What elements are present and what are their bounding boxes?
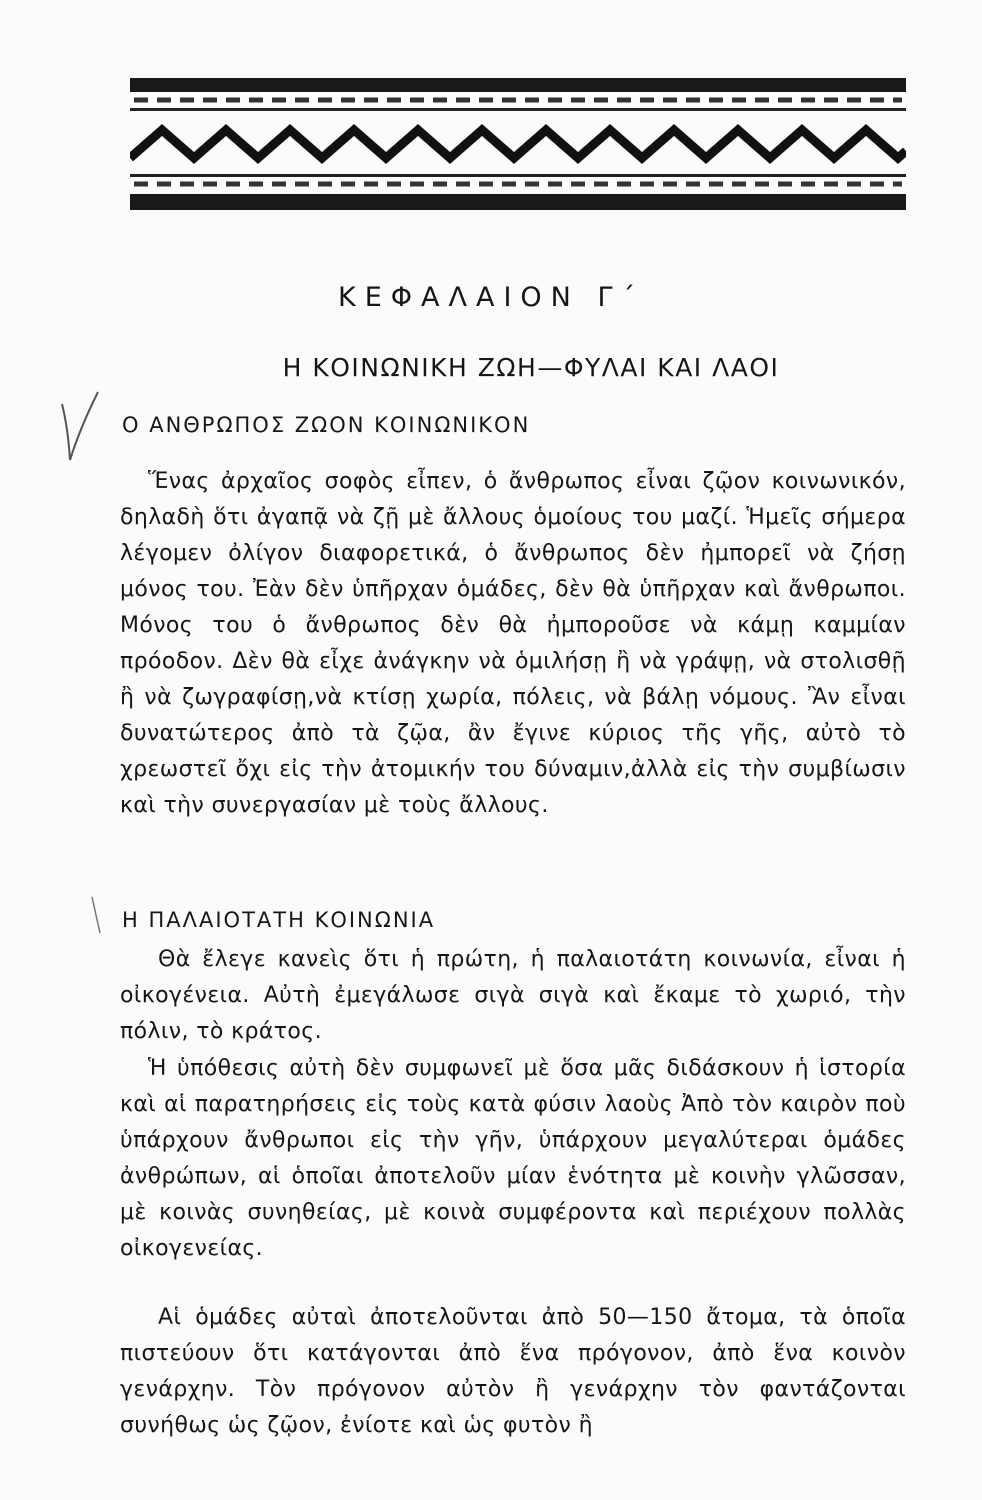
paragraph: Ἕνας ἀρχαῖος σοφὸς εἶπεν, ὁ ἄνθρωπος εἶναι ζῷον κοινωνικόν, δηλαδὴ ὅτι ἀγαπᾷ νὰ ζῇ μὲ ἄλλους ὁμοίους του μαζί. Ἡμεῖς σήμερα λέγομεν ὀλίγον διαφορετικά, ὁ ἄνθρωπος δὲν ἠμπορεῖ νὰ ζήσῃ μόνος του. Ἐὰν δὲν ὑπῆρχαν ὁμάδες, δὲν θὰ ὑπῆρχαν καὶ ἄνθρωποι. Μόνος του ὁ ἄνθρωπος δὲν θὰ ἠμποροῦσε νὰ κάμῃ καμμίαν πρόοδον. Δὲν θὰ εἶχε ἀνάγκην νὰ ὁμιλήσῃ ἢ νὰ γράψῃ, νὰ στολισθῇ ἢ νὰ ζωγραφίσῃ,νὰ κτίσῃ χωρία, πόλεις, νὰ βάλῃ νόμους. Ἂν εἶναι δυνατώτερος ἀπὸ τὰ ζῷα, ἂν ἔγινε κύριος τῆς γῆς, αὐτὸ τὸ χρεωστεῖ ὄχι εἰς τὴν ἀτομικήν του δύναμιν,ἀλλὰ εἰς τὴν συμβίωσιν καὶ τὴν συνεργασίαν μὲ τοὺς ἄλλους. <box>120 469 906 818</box>
section-heading: Η ΠΑΛΑΙΟΤΑΤΗ ΚΟΙΝΩΝΙΑ <box>122 908 436 932</box>
chapter-title: Η ΚΟΙΝΩΝΙΚΗ ΖΩΗ—ΦΥΛΑΙ ΚΑΙ ΛΑΟΙ <box>282 353 780 382</box>
chapter-heading: ΚΕΦΑΛΑΙΟΝ Γ΄ <box>338 282 644 313</box>
paragraph: Αἱ ὁμάδες αὐταὶ ἀποτελοῦνται ἀπὸ 50—150 ἄτομα, τὰ ὁποῖα πιστεύουν ὅτι κατάγονται ἀπὸ ἕνα πρόγονον, ἀπὸ ἕνα κοινὸν γενάρχην. Τὸν πρόγονον αὐτὸν ἢ γενάρχην τὸν φαντάζονται συνήθως ὡς ζῷον, ἐνίοτε καὶ ὡς φυτὸν ἢ <box>120 1305 906 1438</box>
paragraph: Θὰ ἔλεγε κανεὶς ὅτι ἡ πρώτη, ἡ παλαιοτάτη κοινωνία, εἶναι ἡ οἰκογένεια. Αὐτὴ ἐμεγάλωσε σιγὰ σιγὰ καὶ ἔκαμε τὸ χωριό, τὴν πόλιν, τὸ κράτος. <box>120 947 906 1044</box>
handwritten-check-mark <box>58 388 102 468</box>
section-heading: Ο ΑΝΘΡΩΠΟΣ ΖΩΟΝ ΚΟΙΝΩΝΙΚΟΝ <box>122 413 531 437</box>
paragraph: Ἡ ὑπόθεσις αὐτὴ δὲν συμφωνεῖ μὲ ὅσα μᾶς διδάσκουν ἡ ἱστορία καὶ αἱ παρατηρήσεις εἰς τοὺς κατὰ φύσιν λαοὺς Ἀπὸ τὸν καιρὸν ποὺ ὑπάρχουν ἄνθρωποι εἰς τὴν γῆν, ὑπάρχουν μεγαλύτεραι ὁμάδες ἀνθρώπων, αἱ ὁποῖαι ἀποτελοῦν μίαν ἑνότητα μὲ κοινὴν γλῶσσαν, μὲ κοινὰς συνηθείας, μὲ κοινὰ συμφέροντα καὶ περιέχουν πολλὰς οἰκογενείας. <box>120 1056 906 1261</box>
decorative-zigzag-banner <box>130 78 906 210</box>
handwritten-tick-mark <box>90 895 110 935</box>
